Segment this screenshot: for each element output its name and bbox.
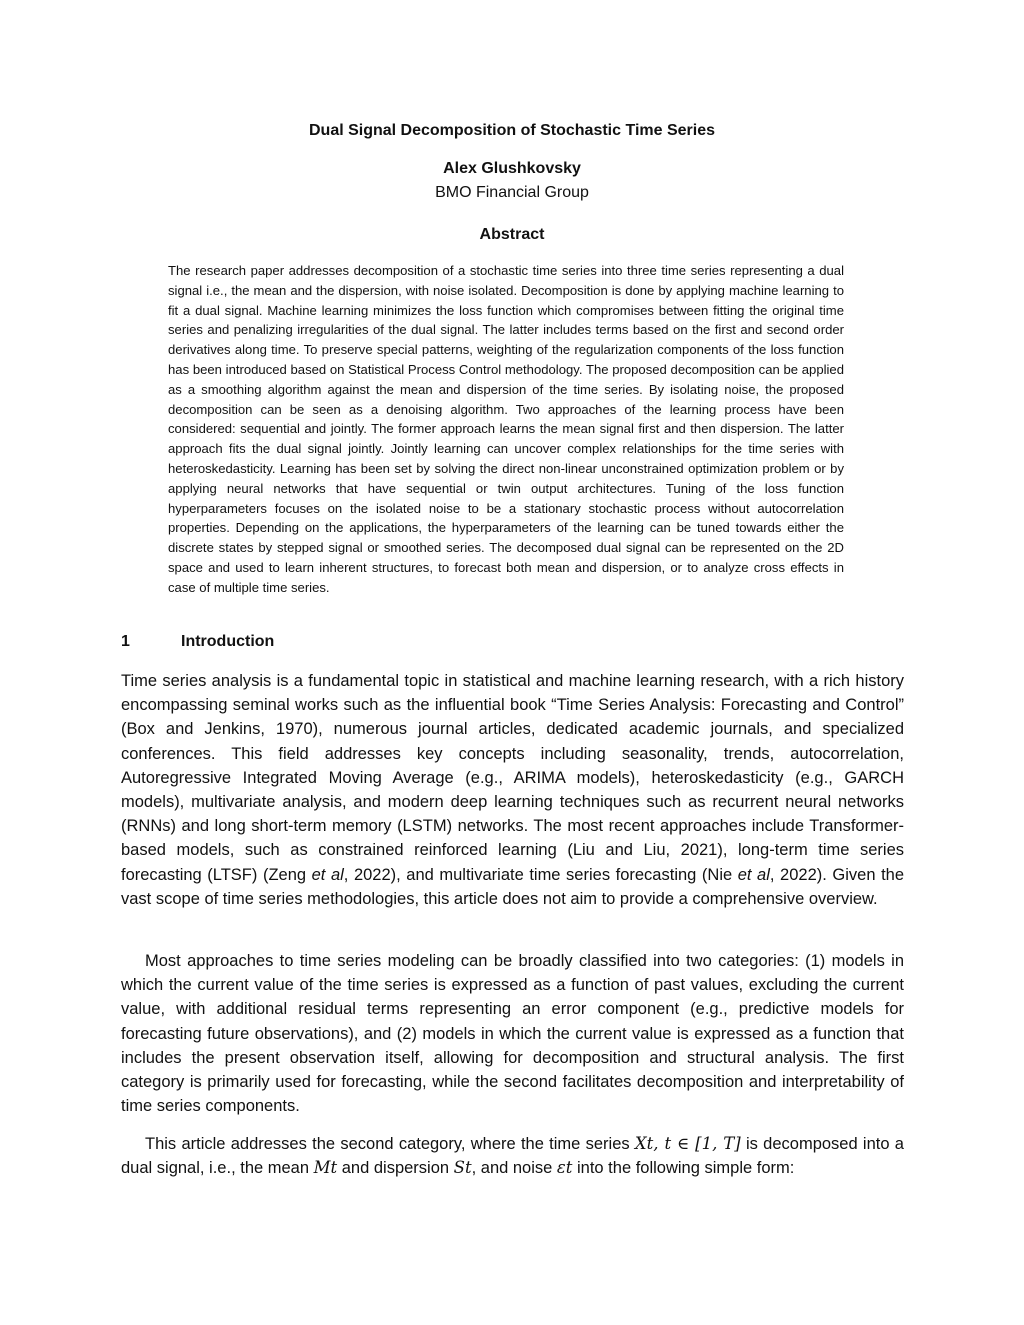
abstract-heading: Abstract [479, 226, 545, 243]
math-dispersion: St [453, 1158, 472, 1178]
intro-paragraph-1 [121, 669, 904, 911]
math-noise: εt [556, 1158, 573, 1178]
text-run: , 2022), and multivariate time series forecasting (Nie [343, 865, 738, 884]
intro-paragraph-2: Most approaches to time series modeling can be broadly classified into two categories: (1) models in which the current value of the time series is expressed as a function of past values, excluding the current value, with additional residual terms representing an error component (e.g., predictive models for forecasting future observations), and (2) models in which the current value is expressed as a function that includes the present observation itself, allowing for decomposition and structural analysis. The first category is primarily used for forecasting, while the second facilitates decomposition and interpretability of time series components. [121, 952, 904, 1116]
text-run: and dispersion [337, 1159, 454, 1178]
text-run-italic: et al [737, 865, 770, 884]
text-run: This article addresses the second category, where the time series [145, 1135, 635, 1153]
text-run: , and noise [471, 1159, 557, 1178]
intro-paragraph-3 [121, 1132, 904, 1180]
section-title: Introduction [181, 633, 275, 650]
text-run: Time series analysis is a fundamental topic in statistical and machine learning research, with a rich history encompassing seminal works such as the influential book “Time Series Analysis: Forecasting and Control” (Box and Jenkins, 1970), numerous journal articles, dedicated academic journals, and specialized conferences. This field addresses key concepts including seasonality, trends, autocorrelation, Autoregressive Integrated Moving Average (e.g., ARIMA models), heteroskedasticity (e.g., GARCH models), multivariate analysis, and modern deep learning techniques such as recurrent neural networks (RNNs) and long short-term memory (LSTM) networks. The most recent approaches include Transformer-based models, such as constrained reinforced learning (Liu and Liu, 2021), long-term time series forecasting (LTSF) (Zeng [121, 672, 904, 884]
text-run-italic: et al [311, 865, 344, 884]
text-run: , 2022). Given the vast scope of time series methodologies, this article does not aim to provide a comprehensive overview. [121, 865, 905, 908]
section-number: 1 [121, 633, 130, 650]
author-name: Alex Glushkovsky [443, 160, 581, 177]
math-time-series: Xt, t ∈ [1, T] [634, 1134, 741, 1153]
author-affiliation: BMO Financial Group [435, 184, 589, 201]
paper-title: Dual Signal Decomposition of Stochastic Time Series [308, 122, 716, 139]
section-heading-introduction [121, 633, 274, 651]
text-run: into the following simple form: [572, 1159, 795, 1178]
math-mean: Mt [313, 1158, 338, 1178]
text-run: is decomposed into a dual signal, i.e., the mean [121, 1135, 904, 1178]
abstract-text: The research paper addresses decomposition of a stochastic time series into three time series representing a dual signal i.e., the mean and the dispersion, with noise isolated. Decomposition is done by applying machine learning to fit a dual signal. Machine learning minimizes the loss function which compromises between fitting the original time series and penalizing irregularities of the dual signal. The latter includes terms based on the first and second order derivatives along time. To preserve special patterns, weighting of the regularization components of the loss function has been introduced based on Statistical Process Control methodology. The proposed decomposition can be applied as a smoothing algorithm against the mean and dispersion of the time series. By isolating noise, the proposed decomposition can be seen as a denoising algorithm. Two approaches of the learning process have been considered: sequential and jointly. The former approach learns the mean signal first and then dispersion. The latter approach fits the dual signal jointly. Jointly learning can uncover complex relationships for the time series with heteroskedasticity. Learning has been set by solving the direct non-linear unconstrained optimization problem or by applying neural networks that have sequential or twin output architectures. Tuning of the loss function hyperparameters focuses on the isolated noise to be a stationary stochastic process without autocorrelation properties. Depending on the applications, the hyperparameters of the learning can be tuned towards either the discrete states by stepped signal or smoothed series. The decomposed dual signal can be represented on the 2D space and used to learn inherent structures, to forecast both mean and dispersion, or to analyze cross effects in case of multiple time series. [168, 263, 844, 595]
